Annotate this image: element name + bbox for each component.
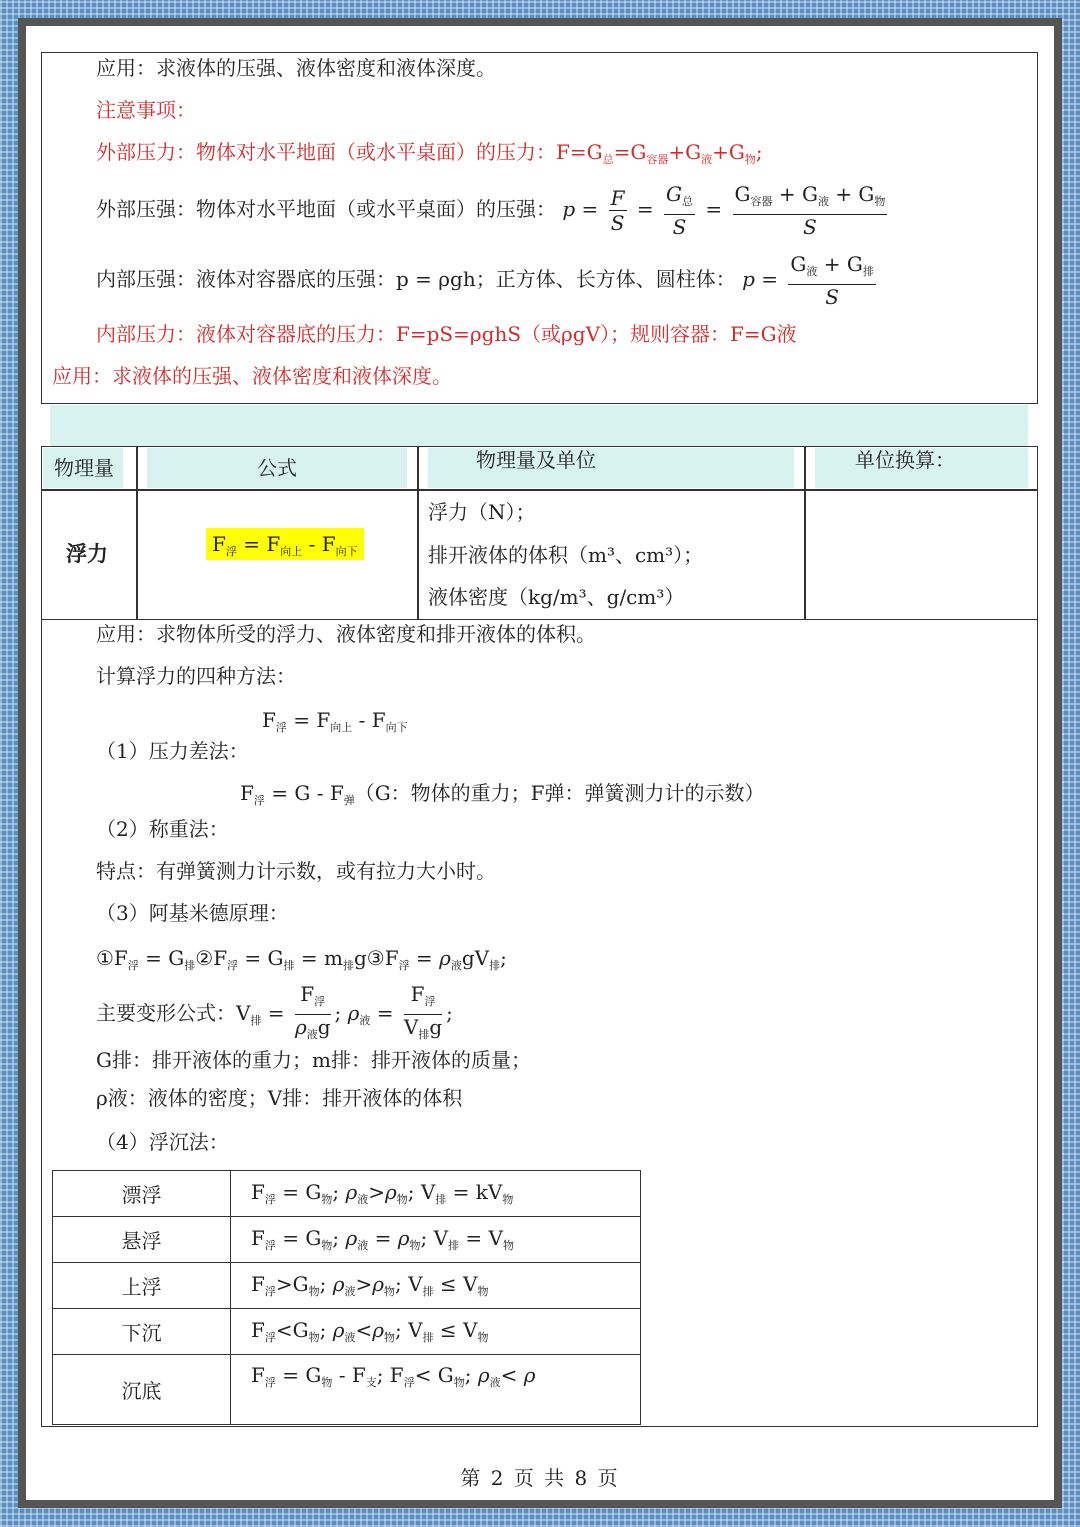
fraction-liquid-pressure: $\frac{G_液 + G_排}{S}$ bbox=[790, 252, 874, 309]
weighing-formula: $F_浮 = G - F_弹(G$：物体的重力；F弹：弹簧测力计的示数） bbox=[240, 781, 765, 807]
page-number: 第 2 页 共 8 页 bbox=[460, 1466, 620, 1490]
internal-force-line: 内部压力：液体对容器底的压力：F=pS=ρghS（或ρgV）；规则容器：F=G液 bbox=[96, 322, 797, 346]
row-name-buoyancy: 浮力 bbox=[66, 541, 108, 566]
g-displaced-desc: G排：排开液体的重力；m排：排开液体的质量； bbox=[96, 1048, 531, 1072]
table-row bbox=[53, 1171, 641, 1217]
fraction-v-displaced: $\frac{F_浮}{\rho_液g}$ bbox=[294, 982, 331, 1041]
header-quantity: 物理量 bbox=[54, 456, 114, 480]
internal-pressure-label: 内部压强：液体对容器底的压强：p = ρgh；正方体、长方体、圆柱体： bbox=[96, 267, 736, 291]
condition-bottom: $F_浮 = G_物 - F_支$; $F_浮< G_物$; $\rho_液< \rho$ bbox=[231, 1355, 641, 1425]
variant-formulas: 主要变形公式：$V_排$ = $\frac{F_浮}{\rho_液g}$ ; $\rho_液$ = $\frac{F_浮}{V_排g}$ ; bbox=[96, 982, 453, 1047]
internal-pressure-line: 内部压强：液体对容器底的压强：p = ρgh；正方体、长方体、圆柱体： p = $\frac{G_液 + G_排}{S}$ bbox=[96, 252, 874, 309]
application-line: 应用：求液体的压强、液体密度和液体深度。 bbox=[96, 56, 496, 80]
condition-sinking: $F_浮<G_物$; $\rho_液<\rho_物$; $V_排 \le V_物$ bbox=[231, 1309, 641, 1355]
col-divider-3 bbox=[804, 446, 806, 620]
table-row bbox=[53, 1263, 641, 1309]
buoyancy-formula-highlight: $F_浮 = F_{向上} - F_{向下}$ bbox=[206, 530, 364, 566]
state-floating: 漂浮 bbox=[53, 1171, 231, 1217]
weighing-desc: （G：物体的重力；F弹：弹簧测力计的示数） bbox=[354, 781, 765, 805]
table-row bbox=[53, 1355, 641, 1425]
variant-label: 主要变形公式： bbox=[96, 1001, 236, 1025]
state-sinking: 下沉 bbox=[53, 1309, 231, 1355]
condition-floating: $F_浮 = G_物$; $\rho_液>\rho_物$; $V_排 = kV_物$ bbox=[231, 1171, 641, 1217]
table-row bbox=[53, 1309, 641, 1355]
rho-desc: ρ液：液体的密度；V排：排开液体的体积 bbox=[96, 1086, 463, 1110]
archimedes-formulas: $①F_浮$ = $G_排②F_浮 = G_排$ = $m_排g③F_浮 = \rho_液gV_排$; bbox=[96, 946, 507, 972]
application-buoyancy: 应用：求物体所受的浮力、液体密度和排开液体的体积。 bbox=[96, 622, 596, 646]
table-row bbox=[53, 1217, 641, 1263]
header-units: 物理量及单位 bbox=[476, 448, 596, 472]
fraction-rho-liquid: $\frac{F_浮}{V_排g}$ bbox=[403, 982, 443, 1041]
method-3-heading: （3）阿基米德原理： bbox=[96, 901, 289, 925]
external-pressure-label: 外部压强：物体对水平地面（或水平桌面）的压强： bbox=[96, 197, 556, 221]
header-divider bbox=[41, 489, 1038, 491]
col-divider-2 bbox=[417, 446, 419, 620]
condition-rising: $F_浮>G_物$; $\rho_液>\rho_物$; $V_排 \le V_物$ bbox=[231, 1263, 641, 1309]
feature-line: 特点：有弹簧测力计示数，或有拉力大小时。 bbox=[96, 859, 496, 883]
condition-suspended: $F_浮 = G_物$; $\rho_液 = \rho_物$; $V_排 = V_物$ bbox=[231, 1217, 641, 1263]
method-1-heading: （1）压力差法： bbox=[96, 739, 249, 763]
fraction-f-over-s: $\frac{F}{S}$ bbox=[610, 186, 625, 235]
col-divider-1 bbox=[136, 446, 138, 620]
external-force-line: 外部压力：物体对水平地面（或水平桌面）的压力：$F=G_总=G_{容器}+G_液+G_物$; bbox=[96, 140, 763, 166]
external-force-label: 外部压力：物体对水平地面（或水平桌面）的压力： bbox=[96, 140, 556, 164]
fraction-sum-over-s: $\frac{G_{容器} + G_液 + G_物}{S}$ bbox=[734, 182, 886, 239]
application-line-2: 应用：求液体的压强、液体密度和液体深度。 bbox=[52, 364, 452, 388]
header-conversion: 单位换算： bbox=[855, 448, 955, 472]
unit-buoyancy: 浮力（N）； bbox=[428, 500, 536, 524]
method-2-heading: （2）称重法： bbox=[96, 817, 229, 841]
pressure-difference-formula: $F_浮 = F_{向上} - F_{向下}$ bbox=[262, 708, 408, 734]
method-4-heading: （4）浮沉法： bbox=[96, 1130, 229, 1154]
float-sink-table bbox=[52, 1170, 641, 1425]
notes-heading: 注意事项： bbox=[96, 98, 196, 122]
unit-volume: 排开液体的体积（m³、cm³）； bbox=[428, 543, 704, 567]
state-bottom: 沉底 bbox=[53, 1355, 231, 1425]
fraction-g-total-over-s: $\frac{G_总}{S}$ bbox=[666, 182, 694, 239]
unit-density: 液体密度（kg/m³、g/cm³） bbox=[428, 585, 685, 609]
header-formula: 公式 bbox=[257, 456, 297, 480]
four-methods-heading: 计算浮力的四种方法： bbox=[96, 664, 296, 688]
external-pressure-line: 外部压强：物体对水平地面（或水平桌面）的压强： p = $\frac{F}{S}$ = $\frac{G_总}{S}$ = $\frac{G_{容器} + G_液 + G_物}{S}$ bbox=[96, 182, 886, 239]
state-rising: 上浮 bbox=[53, 1263, 231, 1309]
state-suspended: 悬浮 bbox=[53, 1217, 231, 1263]
